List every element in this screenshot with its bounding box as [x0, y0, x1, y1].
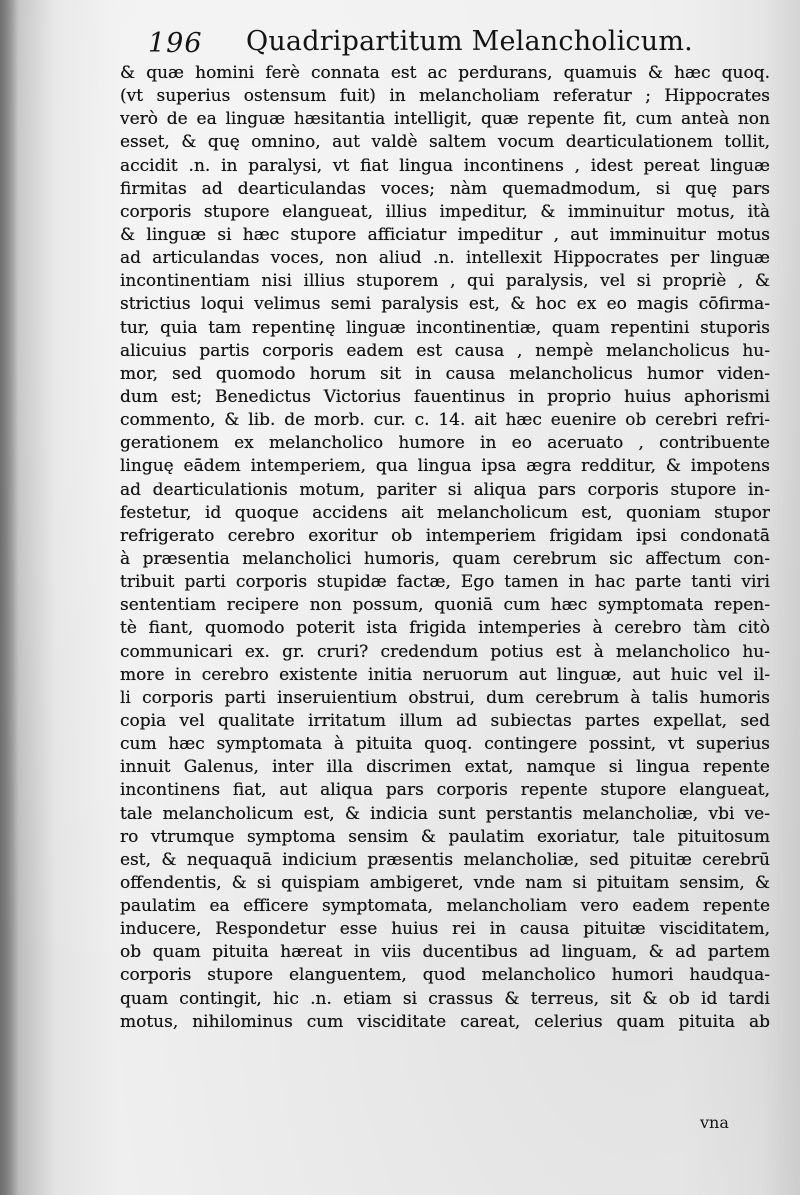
text-line: quam contingit, hic .n. etiam si crassus & terreus, sit & ob id tardi — [120, 988, 770, 1009]
catchword: vna — [700, 1113, 729, 1132]
text-line: corporis stupore elangueat, illius impeditur, & imminuitur motus, ità — [120, 201, 770, 222]
text-line: tale melancholicum est, & indicia sunt perstantis melancholiæ, vbi ve- — [120, 803, 770, 824]
page-header — [148, 26, 768, 66]
text-line: communicari ex. gr. cruri? credendum potius est à melancholico hu- — [120, 641, 770, 662]
text-line: cum hæc symptomata à pituita quoq. contingere possint, vt superius — [120, 734, 770, 755]
text-line: accidit .n. in paralysi, vt fiat lingua incontinens , idest pereat linguæ — [120, 155, 770, 176]
text-line: festetur, id quoque accidens ait melancholicum est, quoniam stupor — [120, 502, 770, 523]
text-line: (vt superius ostensum fuit) in melancholiam referatur ; Hippocrates — [120, 86, 770, 107]
text-line: innuit Galenus, inter illa discrimen extat, namque si lingua repente — [120, 757, 770, 778]
text-line: verò de ea linguæ hæsitantia intelligit, quæ repente fit, cum anteà non — [120, 109, 770, 130]
text-line: à præsentia melancholici humoris, quam cerebrum sic affectum con- — [120, 548, 770, 569]
text-line: inducere, Respondetur esse huius rei in causa pituitæ visciditatem, — [120, 919, 770, 940]
text-line: mor, sed quomodo horum sit in causa melancholicus humor viden- — [120, 363, 770, 384]
text-line: commento, & lib. de morb. cur. c. 14. ait hæc euenire ob cerebri refri- — [120, 410, 770, 431]
text-line: est, & nequaquā indicium præsentis melancholiæ, sed pituitæ cerebrū — [120, 849, 770, 870]
text-line: more in cerebro existente initia neruorum aut linguæ, aut huic vel il- — [120, 664, 770, 685]
text-line: paulatim ea efficere symptomata, melancholiam vero eadem repente — [120, 896, 770, 917]
text-line: copia vel qualitate irritatum illum ad subiectas partes expellat, sed — [120, 710, 770, 731]
text-line: strictius loqui velimus semi paralysis est, & hoc ex eo magis cōfirma- — [120, 294, 770, 315]
text-line: refrigerato cerebro exoritur ob intemperiem frigidam ipsi condonatā — [120, 525, 770, 546]
text-line: alicuius partis corporis eadem est causa , nempè melancholicus hu- — [120, 340, 770, 361]
text-line: linguę eādem intemperiem, qua lingua ipsa ægra redditur, & impotens — [120, 456, 770, 477]
text-line: ob quam pituita hæreat in viis ducentibus ad linguam, & ad partem — [120, 942, 770, 963]
text-line: dum est; Benedictus Victorius fauentinus in proprio huius aphorismi — [120, 386, 770, 407]
text-line: ad dearticulationis motum, pariter si aliqua pars corporis stupore in- — [120, 479, 770, 500]
text-line: gerationem ex melancholico humore in eo aceruato , contribuente — [120, 433, 770, 454]
body-text — [120, 62, 770, 1034]
text-line: incontinentiam nisi illius stuporem , qui paralysis, vel si propriè , & — [120, 271, 770, 292]
text-line: offendentis, & si quispiam ambigeret, vnde nam si pituitam sensim, & — [120, 872, 770, 893]
running-title: Quadripartitum Melancholicum. — [246, 26, 693, 57]
text-line: tur, quia tam repentinę linguæ incontinentiæ, quam repentini stuporis — [120, 317, 770, 338]
text-line: ro vtrumque symptoma sensim & paulatim exoriatur, tale pituitosum — [120, 826, 770, 847]
text-line: li corporis parti inseruientium obstrui, dum cerebrum à talis humoris — [120, 687, 770, 708]
text-line: corporis stupore elanguentem, quod melancholico humori haudqua- — [120, 965, 770, 986]
text-line: tè fiant, quomodo poterit ista frigida intemperies à cerebro tàm citò — [120, 618, 770, 639]
text-line: tribuit parti corporis stupidæ factæ, Ego tamen in hac parte tanti viri — [120, 572, 770, 593]
text-line: & linguæ si hæc stupore afficiatur impeditur , aut imminuitur motus — [120, 224, 770, 245]
binding-shadow — [0, 0, 18, 1195]
text-line: motus, nihilominus cum visciditate careat, celerius quam pituita ab — [120, 1011, 770, 1032]
text-line: incontinens fiat, aut aliqua pars corporis repente stupore elangueat, — [120, 780, 770, 801]
text-line: & quæ homini ferè connata est ac perdurans, quamuis & hæc quoq. — [120, 63, 770, 83]
text-line: ad articulandas voces, non aliud .n. intellexit Hippocrates per linguæ — [120, 248, 770, 269]
text-line: sententiam recipere non possum, quoniā cum hæc symptomata repen- — [120, 595, 770, 616]
text-line: firmitas ad dearticulandas voces; nàm quemadmodum, si quę pars — [120, 178, 770, 199]
text-line: esset, & quę omnino, aut valdè saltem vocum dearticulationem tollit, — [120, 132, 770, 153]
page-number: 196 — [148, 28, 203, 59]
